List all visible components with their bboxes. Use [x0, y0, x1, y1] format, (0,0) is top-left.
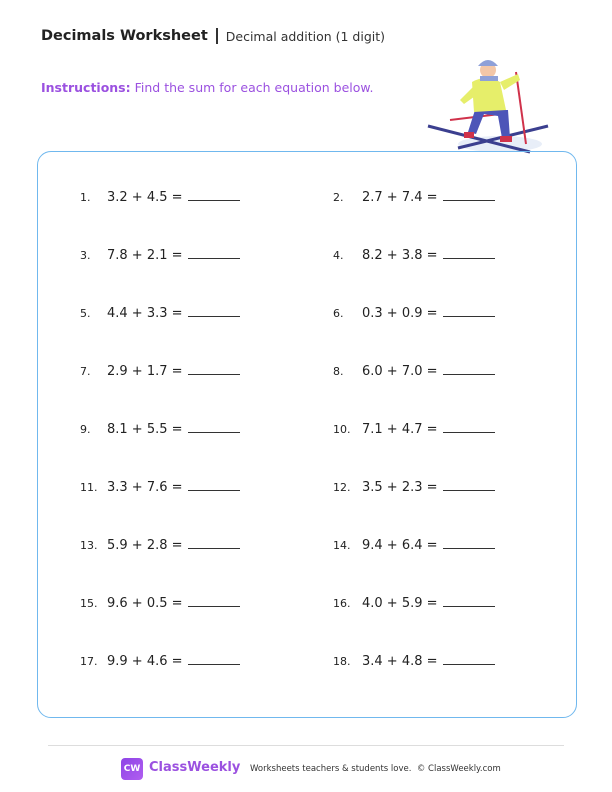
problem-number: 3.: [80, 249, 91, 262]
answer-blank[interactable]: [443, 537, 495, 549]
problem-number: 14.: [333, 539, 351, 552]
problem-number: 1.: [80, 191, 91, 204]
problem-number: 17.: [80, 655, 98, 668]
footer-divider: [48, 745, 564, 746]
problem-expression: 7.8 + 2.1 =: [107, 248, 183, 263]
problem-expression: 9.6 + 0.5 =: [107, 596, 183, 611]
instructions-text: Find the sum for each equation below.: [134, 80, 374, 95]
answer-blank[interactable]: [443, 305, 495, 317]
problem-expression: 8.1 + 5.5 =: [107, 422, 183, 437]
copyright: © ClassWeekly.com: [416, 764, 501, 774]
problem-item: [333, 421, 495, 437]
problem-item: [80, 653, 240, 669]
problem-expression: 7.1 + 4.7 =: [362, 422, 438, 437]
problem-expression: 6.0 + 7.0 =: [362, 364, 438, 379]
answer-blank[interactable]: [443, 653, 495, 665]
answer-blank[interactable]: [188, 189, 240, 201]
answer-blank[interactable]: [188, 247, 240, 259]
problem-expression: 8.2 + 3.8 =: [362, 248, 438, 263]
problem-number: 12.: [333, 481, 351, 494]
problem-item: [80, 363, 240, 379]
skier-illustration: [420, 52, 555, 162]
answer-blank[interactable]: [443, 479, 495, 491]
worksheet-header: [41, 28, 385, 44]
problem-item: [333, 537, 495, 553]
problem-item: [333, 189, 495, 205]
problem-item: [80, 537, 240, 553]
instructions: [41, 80, 373, 95]
answer-blank[interactable]: [188, 537, 240, 549]
answer-blank[interactable]: [188, 595, 240, 607]
classweekly-logo: CW: [121, 758, 143, 780]
problem-number: 15.: [80, 597, 98, 610]
answer-blank[interactable]: [188, 363, 240, 375]
problem-expression: 9.4 + 6.4 =: [362, 538, 438, 553]
problem-item: [80, 595, 240, 611]
answer-blank[interactable]: [188, 479, 240, 491]
problem-number: 9.: [80, 423, 91, 436]
problem-item: [80, 189, 240, 205]
problem-expression: 9.9 + 4.6 =: [107, 654, 183, 669]
problem-number: 2.: [333, 191, 344, 204]
problem-item: [80, 421, 240, 437]
answer-blank[interactable]: [443, 247, 495, 259]
problem-expression: 0.3 + 0.9 =: [362, 306, 438, 321]
answer-blank[interactable]: [443, 595, 495, 607]
answer-blank[interactable]: [188, 653, 240, 665]
answer-blank[interactable]: [443, 421, 495, 433]
footer-tagline: [250, 764, 501, 774]
problem-number: 6.: [333, 307, 344, 320]
problem-item: [333, 247, 495, 263]
problem-number: 5.: [80, 307, 91, 320]
problem-item: [333, 479, 495, 495]
problem-expression: 2.7 + 7.4 =: [362, 190, 438, 205]
problem-number: 4.: [333, 249, 344, 262]
problem-item: [80, 305, 240, 321]
answer-blank[interactable]: [188, 305, 240, 317]
problem-number: 11.: [80, 481, 98, 494]
problem-expression: 3.5 + 2.3 =: [362, 480, 438, 495]
problem-number: 8.: [333, 365, 344, 378]
brand-name: ClassWeekly: [149, 760, 241, 775]
worksheet-title: Decimals Worksheet: [41, 28, 208, 44]
problem-item: [333, 363, 495, 379]
answer-blank[interactable]: [443, 363, 495, 375]
problem-item: [80, 479, 240, 495]
title-divider: [216, 28, 218, 44]
problem-item: [333, 653, 495, 669]
problem-expression: 5.9 + 2.8 =: [107, 538, 183, 553]
problem-expression: 3.4 + 4.8 =: [362, 654, 438, 669]
problem-expression: 4.0 + 5.9 =: [362, 596, 438, 611]
problem-number: 18.: [333, 655, 351, 668]
problem-expression: 4.4 + 3.3 =: [107, 306, 183, 321]
problem-number: 10.: [333, 423, 351, 436]
answer-blank[interactable]: [188, 421, 240, 433]
problem-number: 13.: [80, 539, 98, 552]
problem-item: [333, 595, 495, 611]
worksheet-subtitle: Decimal addition (1 digit): [225, 28, 386, 44]
problem-item: [80, 247, 240, 263]
answer-blank[interactable]: [443, 189, 495, 201]
problem-expression: 3.3 + 7.6 =: [107, 480, 183, 495]
problem-item: [333, 305, 495, 321]
problem-number: 16.: [333, 597, 351, 610]
problem-expression: 3.2 + 4.5 =: [107, 190, 183, 205]
problem-expression: 2.9 + 1.7 =: [107, 364, 183, 379]
tagline: Worksheets teachers & students love.: [250, 764, 412, 774]
problem-number: 7.: [80, 365, 91, 378]
instructions-label: Instructions:: [41, 80, 131, 95]
